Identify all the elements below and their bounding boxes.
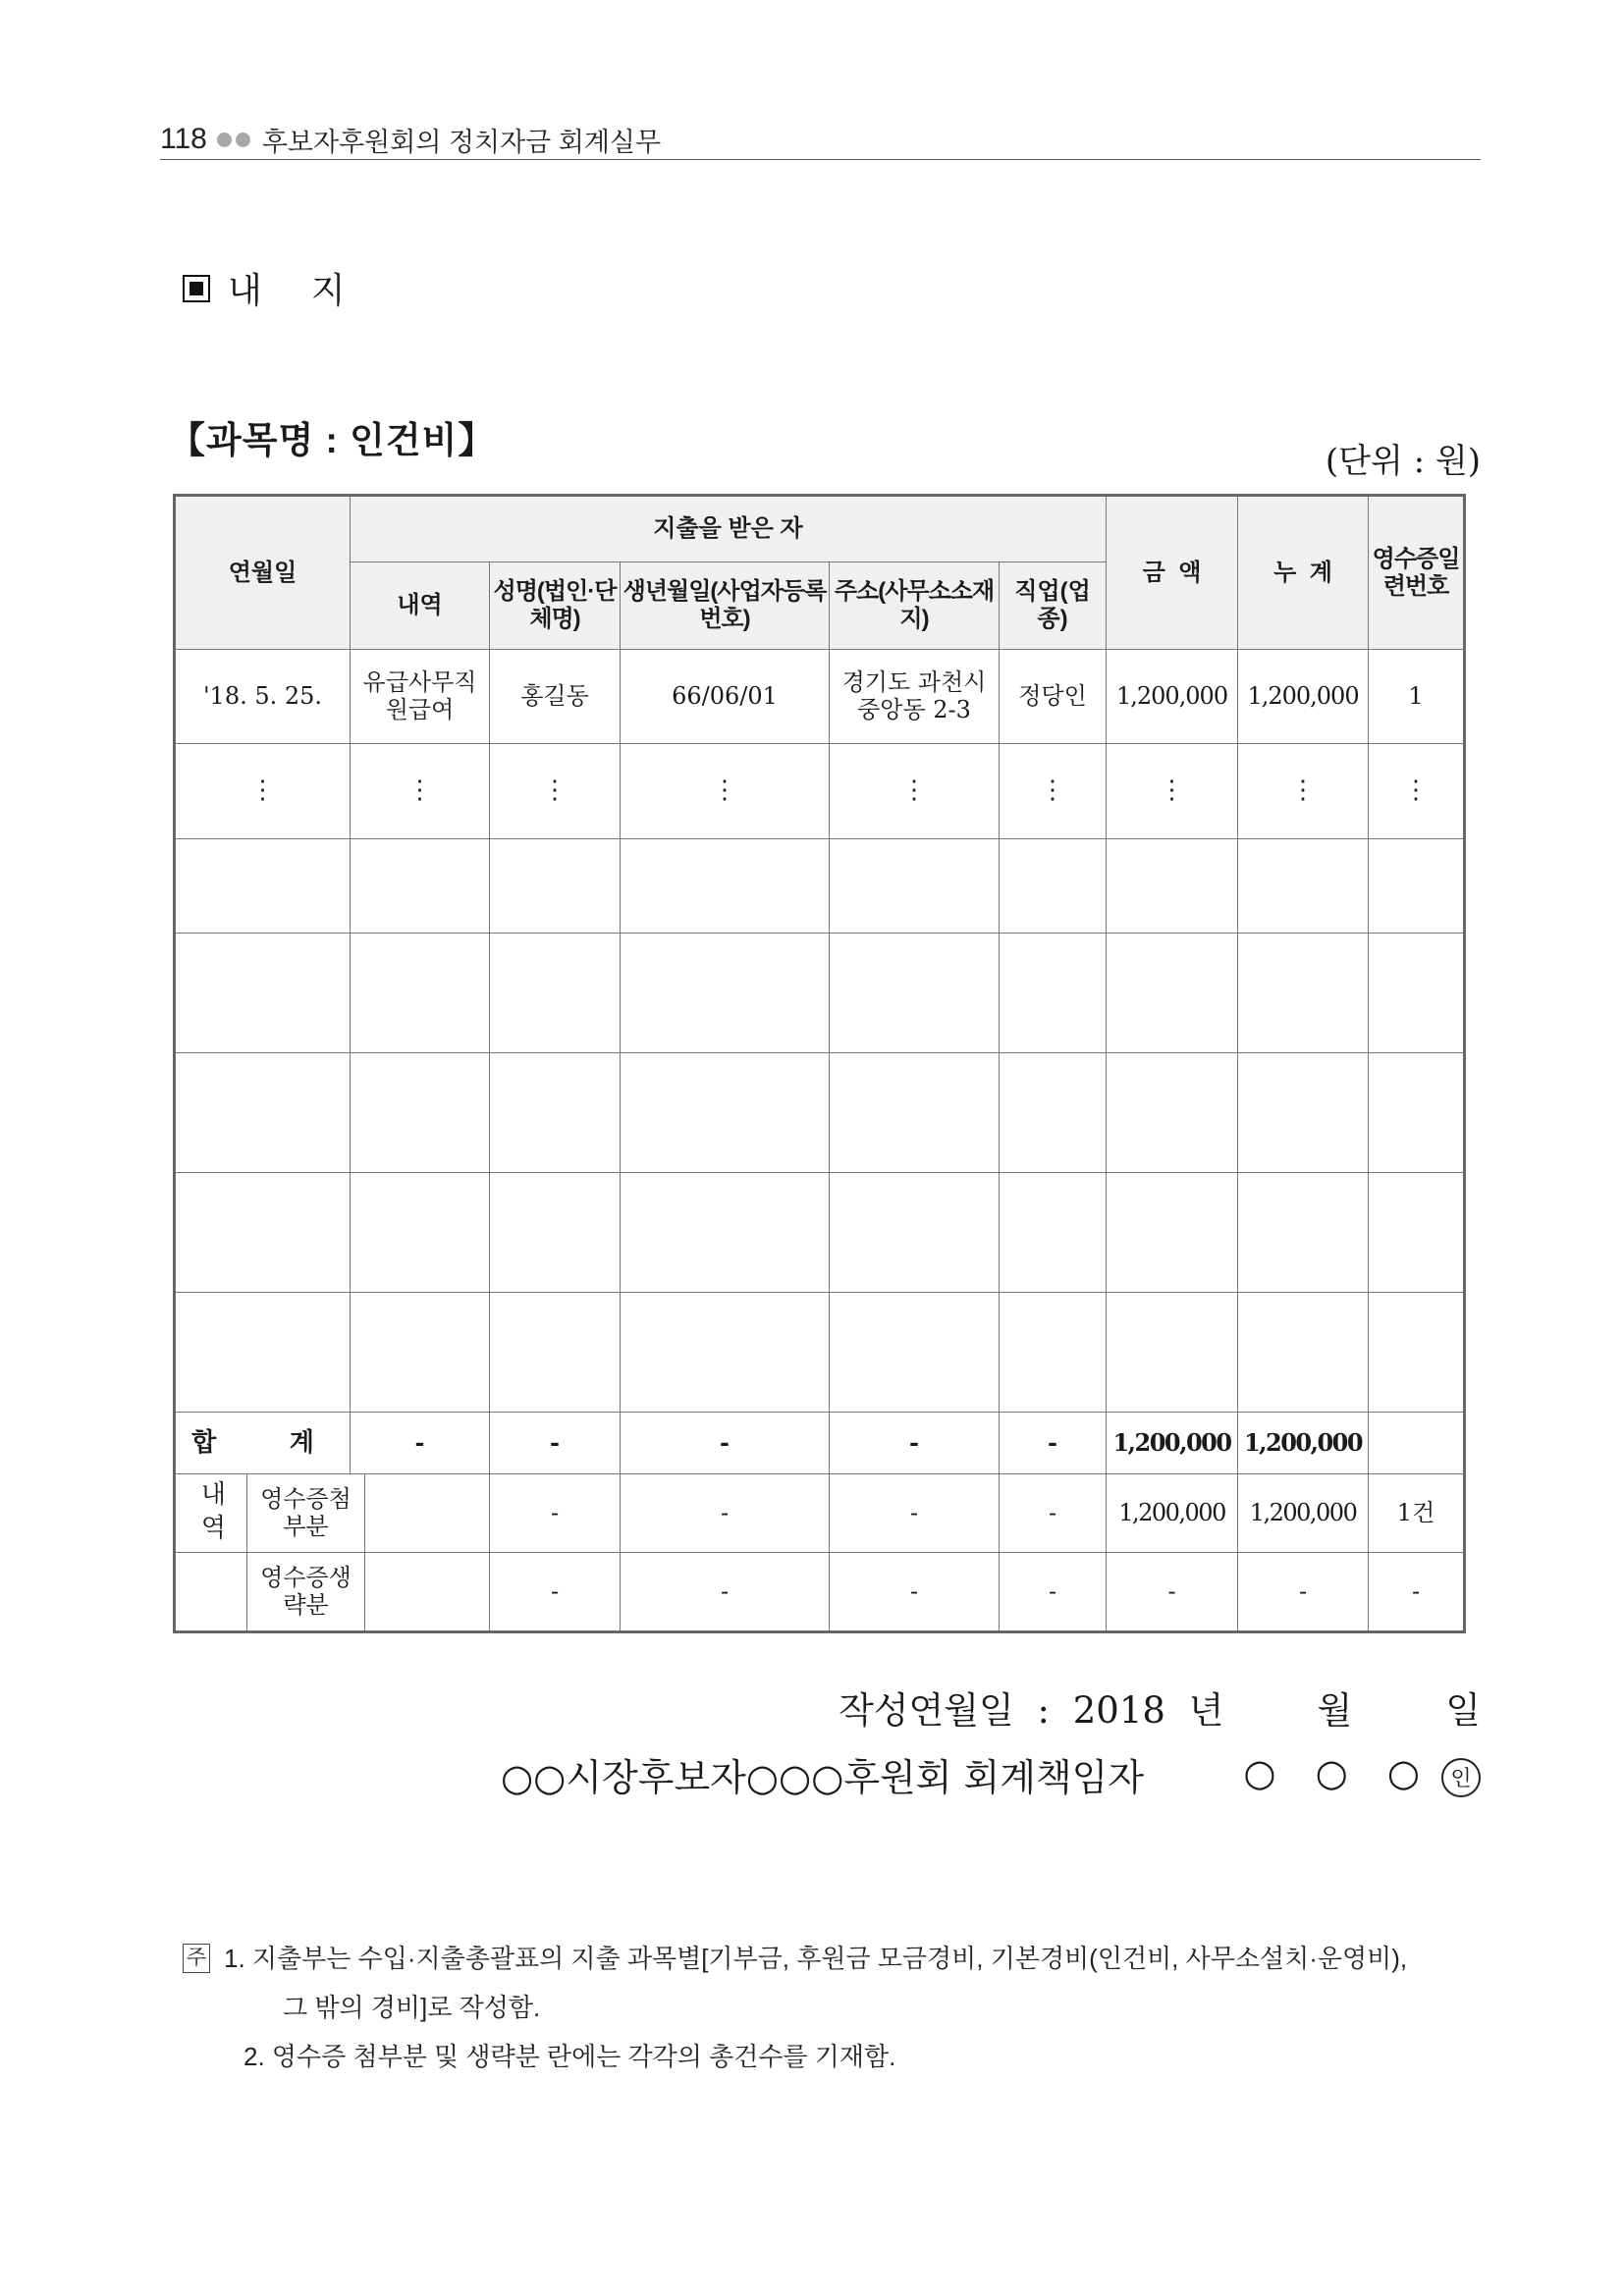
signer-name: ○ ○ ○	[1243, 1751, 1434, 1795]
cell-job: 정당인	[1000, 650, 1107, 744]
total-name: -	[490, 1413, 621, 1474]
col-header-job: 직업(업종)	[1000, 562, 1107, 650]
running-header	[160, 120, 1481, 160]
total-address: -	[830, 1413, 1000, 1474]
continuation-row	[175, 744, 1465, 839]
cell-birth: 66/06/01	[621, 650, 830, 744]
notes	[183, 1934, 1489, 2081]
vertical-ellipsis-icon: ⋮	[621, 744, 830, 839]
omitted-label: 영수증생략분	[260, 1564, 352, 1619]
written-date: 작성연월일 : 2018 년 월 일	[839, 1689, 1481, 1732]
col-header-detail: 내역	[351, 562, 490, 650]
col-header-amount: 금 액	[1107, 496, 1238, 650]
omitted-receipt-no: -	[1369, 1553, 1465, 1632]
breakdown-label: 내역	[176, 1474, 247, 1552]
subject-title: 【과목명 : 인건비】	[169, 420, 496, 460]
attached-label: 영수증첨부분	[260, 1485, 352, 1540]
total-cumulative: 1,200,000	[1238, 1413, 1369, 1474]
note-tag: 주	[183, 1944, 210, 1973]
empty-row	[175, 1173, 1465, 1293]
note-text: 1. 지출부는 수입·지출총괄표의 지출 과목별[기부금, 후원금 모금경비, 기본경비(인건비, 사무소설치·운영비),	[224, 1944, 1408, 1973]
cell-date: '18. 5. 25.	[175, 650, 351, 744]
col-header-address: 주소(사무소소재지)	[830, 562, 1000, 650]
book-title: 후보자후원회의 정치자금 회계실무	[261, 127, 662, 157]
vertical-ellipsis-icon: ⋮	[351, 744, 490, 839]
attached-name: -	[490, 1474, 621, 1553]
unit-label: (단위 : 원)	[1325, 442, 1481, 481]
col-header-receipt-no: 영수증일련번호	[1369, 496, 1465, 650]
col-header-date: 연월일	[175, 496, 351, 650]
vertical-ellipsis-icon: ⋮	[1107, 744, 1238, 839]
col-group-recipient: 지출을 받은 자	[351, 496, 1107, 562]
omitted-name: -	[490, 1553, 621, 1632]
empty-row	[175, 1293, 1465, 1413]
total-detail: -	[351, 1413, 490, 1474]
page-number: 118	[160, 123, 207, 155]
attached-job: -	[1000, 1474, 1107, 1553]
total-receipt-no	[1369, 1413, 1465, 1474]
total-label: 합 계	[175, 1413, 351, 1474]
omitted-row	[175, 1553, 1465, 1632]
table-row	[175, 650, 1465, 744]
section-title-text: 내 지	[228, 270, 348, 310]
total-row	[175, 1413, 1465, 1474]
attached-birth: -	[621, 1474, 830, 1553]
note-text: 그 밖의 경비]로 작성함.	[283, 1993, 541, 2022]
empty-row	[175, 839, 1465, 934]
attached-amount: 1,200,000	[1107, 1474, 1238, 1553]
section-title	[183, 263, 348, 313]
empty-row	[175, 934, 1465, 1053]
signer-organization: ○○시장후보자○○○후원회 회계책임자	[501, 1756, 1145, 1799]
expense-ledger-table	[173, 494, 1466, 1633]
attached-row	[175, 1474, 1465, 1553]
cell-name: 홍길동	[490, 650, 621, 744]
cell-detail: 유급사무직원급여	[351, 650, 490, 744]
attached-cumulative: 1,200,000	[1238, 1474, 1369, 1553]
cell-amount: 1,200,000	[1107, 650, 1238, 744]
vertical-ellipsis-icon: ⋮	[175, 744, 351, 839]
signer-block	[1243, 1751, 1481, 1797]
omitted-job: -	[1000, 1553, 1107, 1632]
signature-line	[501, 1747, 1481, 1801]
total-job: -	[1000, 1413, 1107, 1474]
cell-cumulative: 1,200,000	[1238, 650, 1369, 744]
omitted-amount: -	[1107, 1553, 1238, 1632]
cell-address: 경기도 과천시 중앙동 2-3	[830, 650, 1000, 744]
note-item	[183, 1934, 1489, 1983]
vertical-ellipsis-icon: ⋮	[1238, 744, 1369, 839]
omitted-cumulative: -	[1238, 1553, 1369, 1632]
cell-receipt-no: 1	[1369, 650, 1465, 744]
total-birth: -	[621, 1413, 830, 1474]
note-item	[183, 1983, 1489, 2032]
attached-receipt-no: 1건	[1369, 1474, 1465, 1553]
seal-icon: 인	[1441, 1758, 1481, 1797]
header-dots-icon	[217, 133, 250, 147]
filled-square-icon	[183, 275, 210, 302]
omitted-address: -	[830, 1553, 1000, 1632]
note-item	[183, 2032, 1489, 2081]
col-header-name: 성명(법인·단체명)	[490, 562, 621, 650]
empty-row	[175, 1053, 1465, 1173]
vertical-ellipsis-icon: ⋮	[1000, 744, 1107, 839]
vertical-ellipsis-icon: ⋮	[830, 744, 1000, 839]
col-header-birth: 생년월일(사업자등록번호)	[621, 562, 830, 650]
total-amount: 1,200,000	[1107, 1413, 1238, 1474]
vertical-ellipsis-icon: ⋮	[490, 744, 621, 839]
omitted-birth: -	[621, 1553, 830, 1632]
attached-address: -	[830, 1474, 1000, 1553]
vertical-ellipsis-icon: ⋮	[1369, 744, 1465, 839]
col-header-cumulative: 누 계	[1238, 496, 1369, 650]
note-text: 2. 영수증 첨부분 및 생략분 란에는 각각의 총건수를 기재함.	[244, 2042, 896, 2071]
